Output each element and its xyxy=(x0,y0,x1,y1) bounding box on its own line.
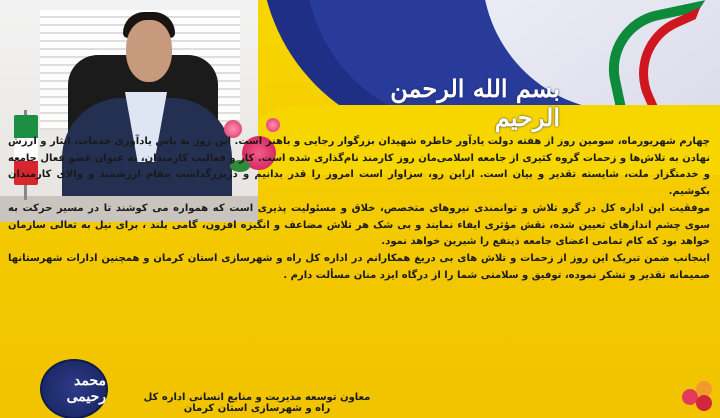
flower-logo-icon xyxy=(678,375,718,415)
basmala-heading: بسم الله الرحمن الرحیم xyxy=(390,74,560,132)
message-body xyxy=(8,134,710,284)
signature-seal xyxy=(40,359,108,418)
pink-flower-icon xyxy=(266,118,280,132)
petal xyxy=(696,395,712,411)
message-paragraph: چهارم شهریورماه، سومین روز از هفته دولت یادآور خاطره شهیدان بزرگوار رجایی و باهنر است. این روز به پاس یادآوری خدمات، ایثار و ارزش نهادن به تلاش‌ها و زحمات گروه کثیری از جامعه اسلامی‌مان روز کارمند نام‌گذاری شده است. کار و فعالیت کارمندان، به عنوان عضو فعال جامعه و خدمتگزار ملت، شایسته تقدیر و بیان است. ازاین رو، سزاوار است امروز را قدر بدانیم و دربزرگداشت مقام ارزشمند و والای کارمندان بکوشیم. xyxy=(8,136,710,198)
signature-name: محمد رحیمی xyxy=(66,373,106,405)
face xyxy=(126,20,172,82)
message-paragraph: اینجانب ضمن تبریک این روز از زحمات و تلاش های بی دریغ همکارانم در اداره کل راه و شهرسازی استان کرمان و همچنین ادارات شهرستانها صمیمانه تقدیر و تشکر نموده، توفیق و سلامتی شما را از درگاه ایزد منان مسألت دارم . xyxy=(8,252,710,281)
signature-title: معاون توسعه مدیریت و منابع انسانی اداره کل راه و شهرسازی استان کرمان xyxy=(143,392,371,414)
message-paragraph: موفقیت این اداره کل در گرو تلاش و توانمندی نیروهای متخصص، خلاق و مسئولیت پذیری است که همواره می کوشند تا در مسیر حرکت به سوی چشم اندازهای تعیین شده، نقش مؤثری ایفاء نمایند و بی شک هر تلاش مضاعف و انگیزه افزون، گامی بلند ، برای نیل به تعالی سازمان خواهد بود که کام تمامی اعضای جامعه ذینفع را شیرین خواهد نمود. xyxy=(8,202,710,248)
